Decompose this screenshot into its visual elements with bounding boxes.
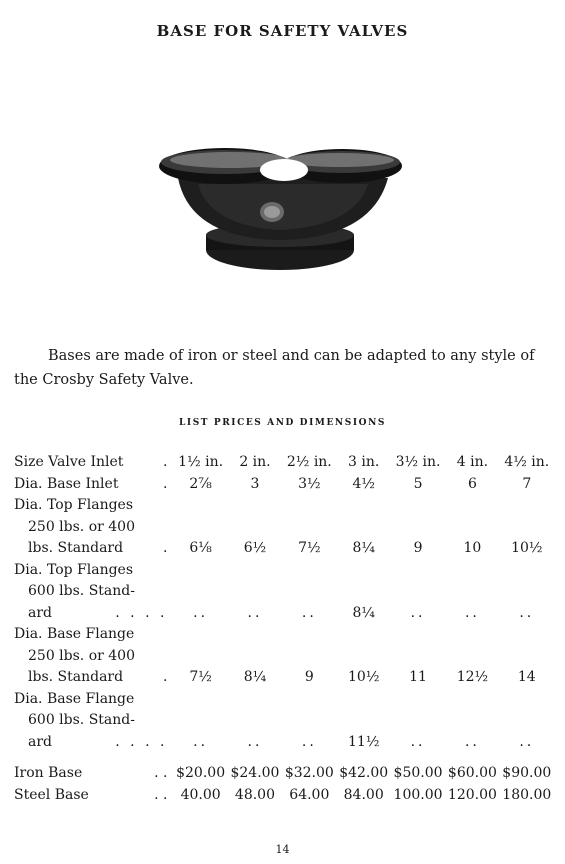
cell: 9 bbox=[413, 540, 423, 556]
row-label bbox=[14, 452, 173, 474]
cell: 12½ bbox=[456, 669, 489, 685]
cell: 9 bbox=[304, 669, 314, 685]
cell: 1½ in. bbox=[178, 454, 224, 470]
price-row bbox=[14, 763, 554, 785]
cell: 7½ bbox=[189, 669, 212, 685]
table-row-label-line bbox=[14, 710, 554, 732]
row-label-text: Size Valve Inlet bbox=[14, 454, 124, 470]
cell: $90.00 bbox=[502, 765, 552, 781]
cell: 3½ in. bbox=[395, 454, 441, 470]
table-row-label-line bbox=[14, 581, 554, 603]
cell: .. bbox=[464, 604, 480, 621]
cell: 3 in. bbox=[348, 454, 380, 470]
spacer-row bbox=[14, 753, 554, 763]
row-label bbox=[14, 603, 173, 625]
table-row bbox=[14, 603, 554, 625]
row-label-line: Dia. Base Flange bbox=[14, 626, 135, 642]
table-row-label-line bbox=[14, 495, 554, 517]
row-label-line: ard bbox=[28, 604, 53, 621]
cell: 100.00 bbox=[393, 786, 443, 803]
cell: 7 bbox=[522, 475, 532, 492]
cell: 10 bbox=[463, 540, 482, 556]
intro-paragraph: Bases are made of iron or steel and can be adapted to any style of the Crosby Safety Valve. bbox=[14, 348, 535, 388]
row-label bbox=[14, 474, 173, 496]
row-label bbox=[14, 763, 173, 785]
cell: 40.00 bbox=[180, 786, 221, 803]
leader-dots: . bbox=[162, 669, 168, 685]
cell: 7½ bbox=[298, 540, 321, 556]
cell: .. bbox=[247, 604, 263, 621]
price-row bbox=[14, 785, 554, 807]
cell: $24.00 bbox=[230, 765, 280, 781]
leader-dots: . bbox=[162, 475, 168, 492]
table-heading: LIST PRICES AND DIMENSIONS bbox=[178, 418, 387, 428]
cell: 2 in. bbox=[239, 454, 271, 470]
table-row-label-line bbox=[14, 624, 554, 646]
row-label-line: 250 lbs. or 400 bbox=[28, 518, 135, 535]
cell: 6⅛ bbox=[189, 540, 212, 556]
header-row bbox=[14, 452, 554, 474]
cell: 8¼ bbox=[352, 540, 375, 556]
row-label-line: 250 lbs. or 400 bbox=[28, 647, 135, 664]
cell: 2⅞ bbox=[189, 475, 212, 492]
cell: 11½ bbox=[348, 733, 380, 750]
row-label bbox=[14, 667, 173, 689]
cell: .. bbox=[410, 604, 426, 621]
table-row bbox=[14, 732, 554, 754]
cell: 14 bbox=[517, 669, 536, 685]
cell: 8¼ bbox=[352, 604, 375, 621]
table-row-label-line bbox=[14, 646, 554, 668]
row-label-line: lbs. Standard bbox=[28, 540, 124, 556]
row-label bbox=[14, 538, 173, 560]
cell: $60.00 bbox=[447, 765, 497, 781]
cell: 3½ bbox=[298, 475, 321, 492]
cell: .. bbox=[193, 733, 209, 750]
cell: 48.00 bbox=[234, 786, 276, 803]
leader-dots: . bbox=[162, 454, 168, 470]
row-label-line: ard bbox=[28, 733, 53, 750]
leader-dots: . . bbox=[154, 765, 168, 781]
cell: 4½ in. bbox=[504, 454, 550, 470]
cell: 8¼ bbox=[243, 669, 267, 685]
cell: $20.00 bbox=[176, 765, 226, 781]
leader-dots: . . . . bbox=[115, 604, 168, 621]
cell: 4½ bbox=[352, 475, 375, 492]
cell: 4 in. bbox=[456, 454, 489, 470]
row-label-line: 600 lbs. Stand- bbox=[28, 583, 135, 599]
row-label bbox=[14, 785, 173, 807]
row-label-line: Dia. Base Flange bbox=[14, 690, 135, 707]
row-label-text: Steel Base bbox=[14, 786, 89, 803]
table-row-label-line bbox=[14, 560, 554, 582]
cell: .. bbox=[519, 604, 535, 621]
cell: .. bbox=[464, 733, 480, 750]
cell: 10½ bbox=[511, 540, 543, 556]
cell: 5 bbox=[413, 475, 423, 492]
cell: 64.00 bbox=[289, 786, 330, 803]
cell: 180.00 bbox=[502, 786, 552, 803]
table-row-label-line bbox=[14, 517, 554, 539]
table-row-label-line bbox=[14, 689, 554, 711]
cell: 84.00 bbox=[343, 786, 384, 803]
cell: .. bbox=[519, 733, 535, 750]
leader-dots: . . . . bbox=[115, 733, 168, 750]
cell: .. bbox=[193, 604, 209, 621]
cell: 10½ bbox=[348, 669, 380, 685]
cell: .. bbox=[301, 733, 317, 750]
leader-dots: . bbox=[162, 540, 168, 556]
cell: 120.00 bbox=[447, 786, 497, 803]
row-label-line: Dia. Top Flanges bbox=[14, 561, 134, 578]
cell: .. bbox=[301, 604, 317, 621]
cell: 3 bbox=[250, 475, 260, 492]
row-label-line: Dia. Top Flanges bbox=[14, 497, 134, 513]
cell: $32.00 bbox=[284, 765, 334, 781]
table-row bbox=[14, 538, 554, 560]
row-label-line: 600 lbs. Stand- bbox=[28, 712, 135, 728]
page-number: 14 bbox=[275, 843, 290, 856]
row-label bbox=[14, 732, 173, 754]
cell: 11 bbox=[409, 669, 427, 685]
valve-base-illustration bbox=[150, 140, 415, 275]
cell: .. bbox=[247, 733, 263, 750]
leader-dots: . . bbox=[154, 786, 168, 803]
row-label-line: Dia. Base Inlet bbox=[14, 475, 119, 492]
cell: $50.00 bbox=[393, 765, 443, 781]
table-row bbox=[14, 474, 554, 496]
row-label-line: lbs. Standard bbox=[28, 669, 124, 685]
table-row bbox=[14, 667, 554, 689]
cell: 6 bbox=[467, 475, 477, 492]
row-label-text: Iron Base bbox=[14, 765, 83, 781]
cell: .. bbox=[410, 733, 426, 750]
cell: 2½ in. bbox=[286, 454, 332, 470]
dimensions-price-table bbox=[14, 452, 554, 806]
page-title: BASE FOR SAFETY VALVES bbox=[156, 22, 409, 40]
cell: $42.00 bbox=[339, 765, 389, 781]
cell: 6½ bbox=[243, 540, 267, 556]
